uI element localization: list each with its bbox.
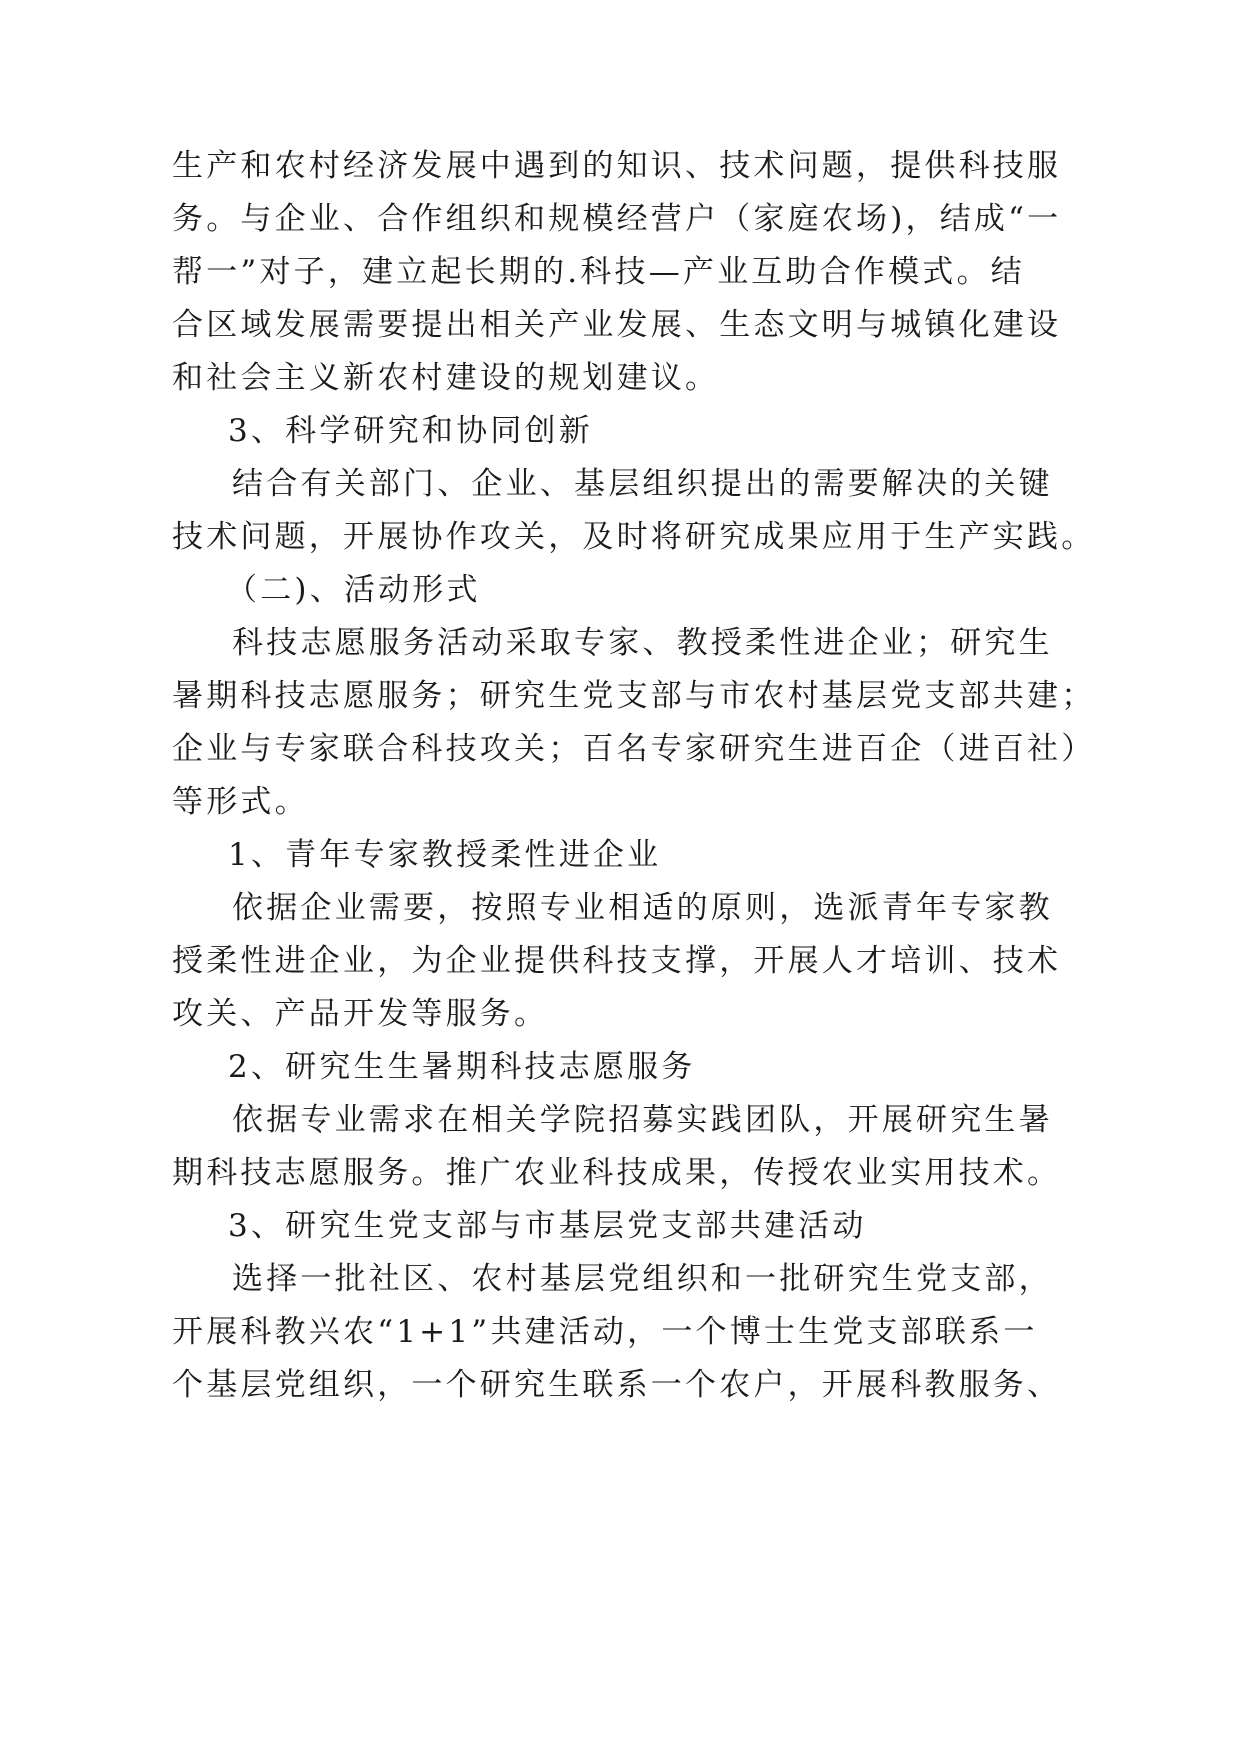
paragraph-line: 务。与企业、合作组织和规模经营户（家庭农场)，结成“一 [172, 201, 1062, 237]
paragraph-line: 生产和农村经济发展中遇到的知识、技术问题，提供科技服 [172, 148, 1062, 184]
paragraph-line: 科技志愿服务活动采取专家、教授柔性进企业；研究生 [232, 625, 1053, 661]
paragraph-line: 期科技志愿服务。推广农业科技成果，传授农业实用技术。 [172, 1155, 1062, 1191]
section-heading: （二)、活动形式 [226, 572, 481, 608]
paragraph-line: 授柔性进企业，为企业提供科技支撑，开展人才培训、技术 [172, 943, 1062, 979]
paragraph-line: 帮一”对子，建立起长期的.科技—产业互助合作模式。结 [172, 254, 1025, 290]
paragraph-line: 合区域发展需要提出相关产业发展、生态文明与城镇化建设 [172, 307, 1062, 343]
paragraph-line: 结合有关部门、企业、基层组织提出的需要解决的关键 [232, 466, 1053, 502]
paragraph-line: 和社会主义新农村建设的规划建议。 [172, 360, 720, 396]
paragraph-line: 选择一批社区、农村基层党组织和一批研究生党支部， [232, 1261, 1053, 1297]
paragraph-line: 依据企业需要，按照专业相适的原则，选派青年专家教 [232, 890, 1053, 926]
section-heading: 1、青年专家教授柔性进企业 [228, 837, 662, 873]
paragraph-line: 个基层党组织，一个研究生联系一个农户，开展科教服务、 [172, 1367, 1062, 1403]
section-heading: 2、研究生生暑期科技志愿服务 [228, 1049, 696, 1085]
paragraph-line: 企业与专家联合科技攻关；百名专家研究生进百企（进百社） [172, 731, 1096, 767]
section-heading: 3、科学研究和协同创新 [228, 413, 593, 449]
paragraph-line: 开展科教兴农“1+1”共建活动，一个博士生党支部联系一 [172, 1314, 1038, 1350]
paragraph-line: 技术问题，开展协作攻关，及时将研究成果应用于生产实践。 [172, 519, 1096, 555]
paragraph-line: 暑期科技志愿服务；研究生党支部与市农村基层党支部共建； [172, 678, 1096, 714]
section-heading: 3、研究生党支部与市基层党支部共建活动 [228, 1208, 867, 1244]
paragraph-line: 攻关、产品开发等服务。 [172, 996, 549, 1032]
paragraph-line: 依据专业需求在相关学院招募实践团队，开展研究生暑 [232, 1102, 1053, 1138]
paragraph-line: 等形式。 [172, 784, 309, 820]
